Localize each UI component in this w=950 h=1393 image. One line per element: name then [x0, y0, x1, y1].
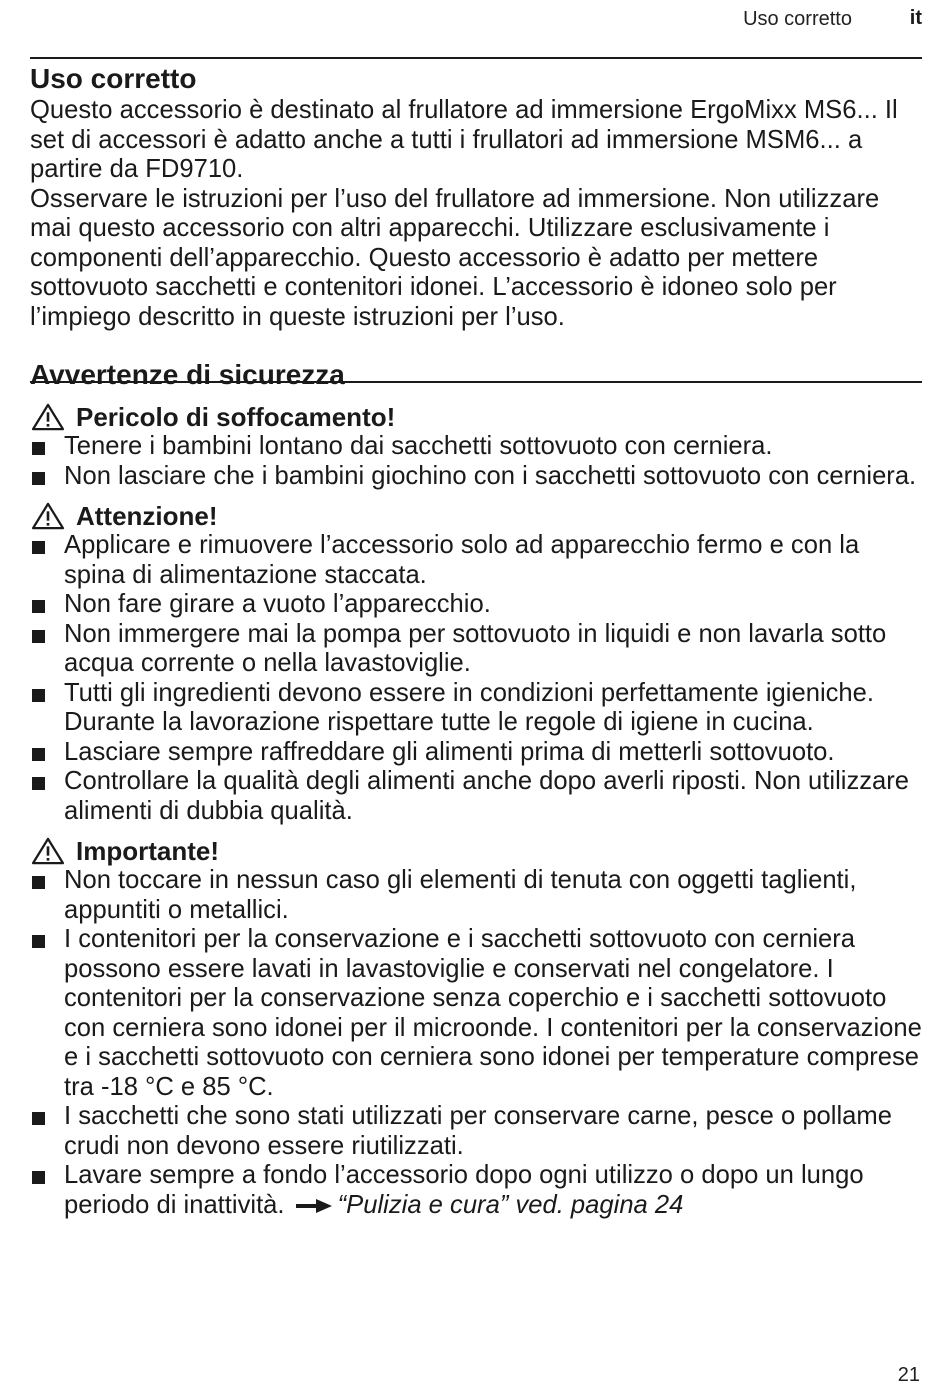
- section-uso-corretto: [30, 62, 926, 332]
- list-item: Lasciare sempre raffreddare gli alimenti prima di metterli sottovuoto.: [30, 738, 926, 768]
- bullet-square-icon: [32, 876, 45, 889]
- arrow-right-icon: [294, 1196, 334, 1216]
- bullet-square-icon: [32, 600, 45, 613]
- warning-heading-soffocamento: [30, 402, 926, 432]
- warning-title: Importante!: [76, 836, 219, 866]
- bullet-square-icon: [32, 541, 45, 554]
- warning-list-soffocamento: [30, 432, 926, 491]
- section-avvertenze: [30, 358, 926, 1220]
- list-item: I contenitori per la conservazione e i sacchetti sottovuoto con cerniera possono essere lavati in lavastoviglie e conservati nel congelatore. I contenitori per la conservazione senza coperchio e i sacchetti sottovuoto con cerniera sono idonei per il microonde. I contenitori per la conservazione e i sacchetti sottovuoto con cerniera sono idonei per temperature comprese tra -18 °C e 85 °C.: [30, 925, 926, 1102]
- header-section-title: Uso corretto: [743, 8, 852, 30]
- list-item: Non lasciare che i bambini giochino con i sacchetti sottovuoto con cerniera.: [30, 462, 926, 492]
- warning-list-attenzione: [30, 531, 926, 826]
- heading-uso-corretto: Uso corretto: [30, 63, 197, 94]
- bullet-square-icon: [32, 442, 45, 455]
- bullet-square-icon: [32, 777, 45, 790]
- header-language: it: [909, 7, 922, 29]
- page-reference-link[interactable]: “Pulizia e cura” ved. pagina 24: [337, 1190, 684, 1219]
- list-item: Controllare la qualità degli alimenti anche dopo averli riposti. Non utilizzare alimenti di dubbia qualità.: [30, 767, 926, 826]
- list-item: Non immergere mai la pompa per sottovuoto in liquidi e non lavarla sotto acqua corrente o nella lavastoviglie.: [30, 620, 926, 679]
- top-rule: [30, 57, 922, 59]
- list-item: Tutti gli ingredienti devono essere in condizioni perfettamente igieniche. Durante la lavorazione rispettare tutte le regole di igiene in cucina.: [30, 679, 926, 738]
- warning-heading-attenzione: [30, 501, 926, 531]
- heading-avvertenze: Avvertenze di sicurezza: [30, 359, 345, 390]
- list-item: Non fare girare a vuoto l’apparecchio.: [30, 590, 926, 620]
- list-item: I sacchetti che sono stati utilizzati per conservare carne, pesce o pollame crudi non devono essere riutilizzati.: [30, 1102, 926, 1161]
- bullet-square-icon: [32, 935, 45, 948]
- list-item: Non toccare in nessun caso gli elementi di tenuta con oggetti taglienti, appuntiti o metallici.: [30, 866, 926, 925]
- bullet-square-icon: [32, 689, 45, 702]
- list-item: Lavare sempre a fondo l’accessorio dopo ogni utilizzo o dopo un lungo periodo di inattività. “Pulizia e cura” ved. pagina 24: [30, 1161, 926, 1220]
- bullet-square-icon: [32, 472, 45, 485]
- bullet-square-icon: [32, 1171, 45, 1184]
- page-content: [30, 62, 926, 1220]
- page-number: 21: [897, 1364, 920, 1386]
- warning-heading-importante: [30, 836, 926, 866]
- page-header: [30, 6, 922, 34]
- warning-title: Attenzione!: [76, 501, 218, 531]
- warning-triangle-icon: [30, 502, 66, 530]
- bullet-square-icon: [32, 748, 45, 761]
- list-item: Tenere i bambini lontano dai sacchetti sottovuoto con cerniera.: [30, 432, 926, 462]
- paragraph-1: Questo accessorio è destinato al frullatore ad immersione ErgoMixx MS6... Il set di accessori è adatto anche a tutti i frullatori ad immersione MSM6... a partire da FD9710.: [30, 96, 898, 183]
- bullet-square-icon: [32, 630, 45, 643]
- warning-list-importante: [30, 866, 926, 1220]
- bullet-square-icon: [32, 1112, 45, 1125]
- warning-triangle-icon: [30, 837, 66, 865]
- paragraph-2: Osservare le istruzioni per l’uso del frullatore ad immersione. Non utilizzare mai questo accessorio con altri apparecchi. Utilizzare esclusivamente i componenti dell’apparecchio. Questo accessorio è adatto per mettere sottovuoto sacchetti e contenitori idonei. L’accessorio è idoneo solo per l’impiego descritto in queste istruzioni per l’uso.: [30, 184, 880, 331]
- list-item: Applicare e rimuovere l’accessorio solo ad apparecchio fermo e con la spina di alimentazione staccata.: [30, 531, 926, 590]
- warning-triangle-icon: [30, 403, 66, 431]
- warning-title: Pericolo di soffocamento!: [76, 402, 396, 432]
